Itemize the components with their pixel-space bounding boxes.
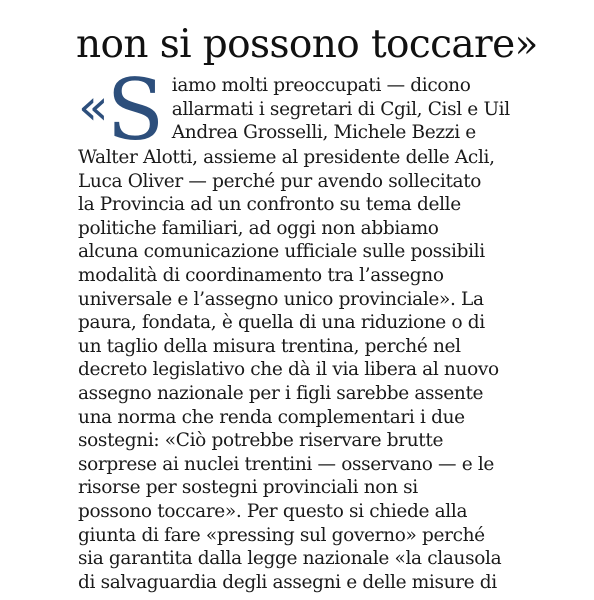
article-line: iamo molti preoccupati — dicono bbox=[171, 75, 471, 96]
article-line: paura, fondata, è quella di una riduzione o di bbox=[78, 312, 485, 334]
article-line: Luca Oliver — perché pur avendo sollecitato bbox=[78, 170, 482, 192]
article-body bbox=[78, 61, 558, 594]
article-line: una norma che renda complementari i due bbox=[78, 406, 465, 428]
article-line: sostegni: «Ciò potrebbe riservare brutte bbox=[78, 430, 444, 452]
article-line: sorprese ai nuclei trentini — osservano — e le bbox=[78, 453, 495, 475]
drop-cap-letter: S bbox=[106, 61, 164, 159]
article-line: risorse per sostegni provinciali non si bbox=[78, 477, 418, 499]
article-line: giunta di fare «pressing sul governo» perché bbox=[78, 524, 485, 546]
article-line: alcuna comunicazione ufficiale sulle possibili bbox=[78, 241, 485, 263]
headline-line-2: non si possono toccare» bbox=[76, 22, 538, 67]
article-line: modalità di coordinamento tra l’assegno bbox=[78, 264, 444, 286]
headline bbox=[76, 0, 594, 68]
article-line: assegno nazionale per i figli sarebbe assente bbox=[78, 382, 484, 404]
article-line: allarmati i segretari di Cgil, Cisl e Uil bbox=[171, 98, 510, 120]
drop-cap-quote: « bbox=[78, 78, 103, 136]
article-line: Walter Alotti, assieme al presidente delle Acli, bbox=[78, 147, 495, 168]
article-line: la Provincia ad un confronto su tema delle bbox=[78, 194, 461, 216]
article-line: Andrea Grosselli, Michele Bezzi e bbox=[171, 122, 476, 144]
article-line: politiche familiari, ad oggi non abbiamo bbox=[78, 217, 439, 239]
article-line: di salvaguardia degli assegni e delle misure di bbox=[78, 571, 497, 593]
article-line: possono toccare». Per questo si chiede alla bbox=[78, 500, 468, 522]
article-line: universale e l’assegno unico provinciale». La bbox=[78, 288, 484, 310]
article-line: decreto legislativo che dà il via libera al nuovo bbox=[78, 359, 499, 381]
drop-cap bbox=[78, 61, 164, 159]
article-line: un taglio della misura trentina, perché nel bbox=[78, 335, 461, 357]
article-line: sia garantita dalla legge nazionale «la clausola bbox=[78, 548, 502, 570]
